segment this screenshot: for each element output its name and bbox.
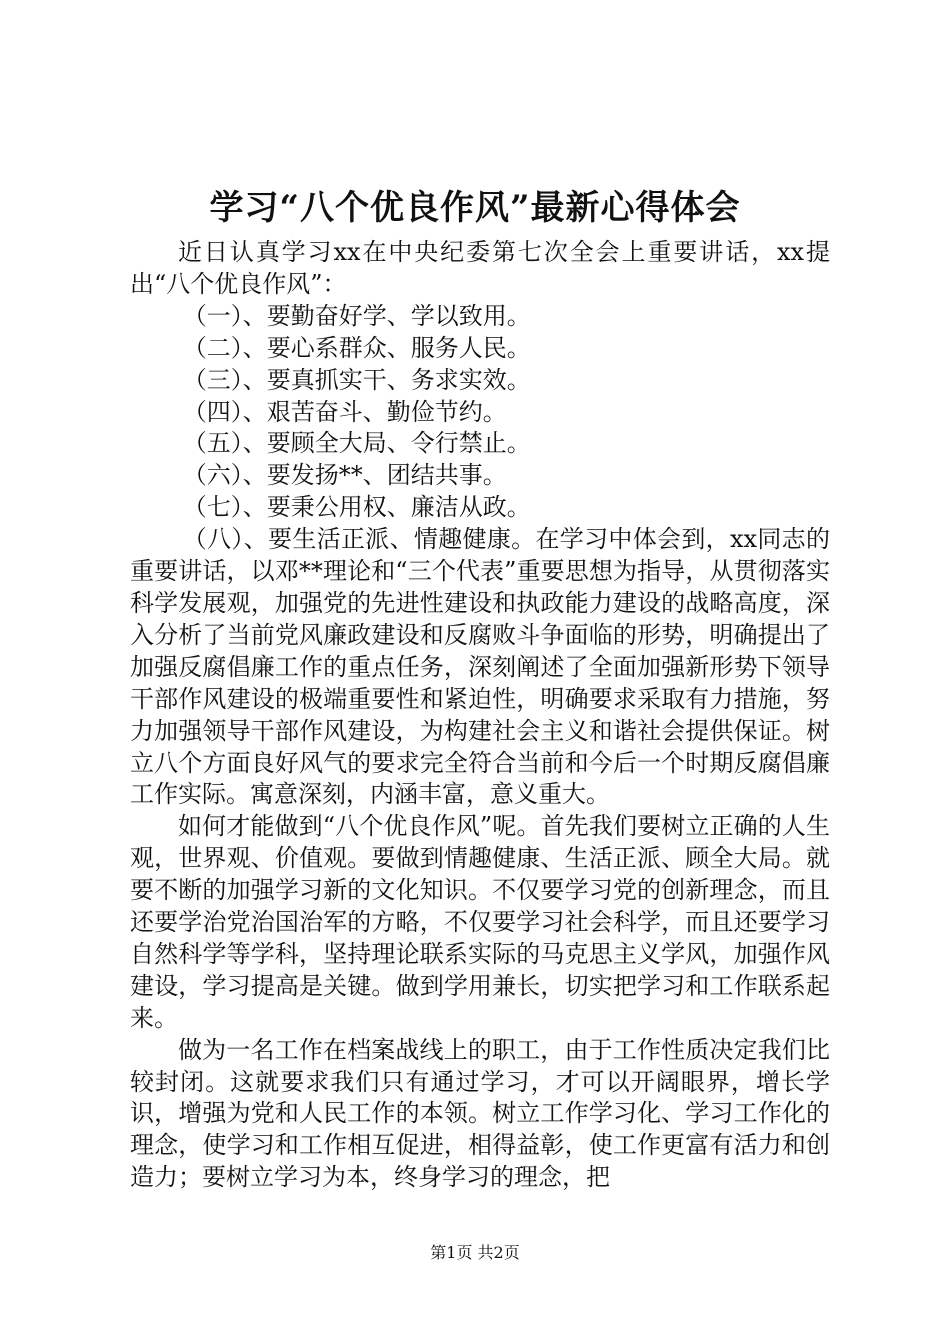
- paragraph-intro: 近日认真学习xx在中央纪委第七次全会上重要讲话，xx提出“八个优良作风”：: [130, 238, 830, 298]
- page-number-footer: 第1页 共2页: [430, 1243, 520, 1262]
- document-body: [130, 237, 830, 1194]
- document-title: 学习“八个优良作风”最新心得体会: [209, 188, 741, 228]
- list-item-6: （六）、要发扬**、团结共事。: [182, 461, 507, 490]
- paragraph-how: 如何才能做到“八个优良作风”呢。首先我们要树立正确的人生观，世界观、价值观。要做到情趣健康、生活正派、顾全大局。就要不断的加强学习新的文化知识。不仅要学习党的创新理念，而且还要学治党治国治军的方略，不仅要学习社会科学，而且还要学习自然科学等学科，坚持理论联系实际的马克思主义学风，加强作风建设，学习提高是关键。做到学用兼长，切实把学习和工作联系起来。: [130, 812, 830, 1032]
- list-item-3: （三）、要真抓实干、务求实效。: [182, 365, 531, 394]
- list-item-7: （七）、要秉公用权、廉洁从政。: [182, 493, 531, 522]
- list-item-5: （五）、要顾全大局、令行禁止。: [182, 429, 531, 458]
- paragraph-archive: 做为一名工作在档案战线上的职工，由于工作性质决定我们比较封闭。这就要求我们只有通过学习，才可以开阔眼界，增长学识，增强为党和人民工作的本领。树立工作学习化、学习工作化的理念，使学习和工作相互促进，相得益彰，使工作更富有活力和创造力；要树立学习为本，终身学习的理念，把: [130, 1035, 830, 1192]
- list-item-8: （八）、要生活正派、情趣健康。在学习中体会到，xx同志的重要讲话，以邓**理论和“三个代表”重要思想为指导，从贯彻落实科学发展观，加强党的先进性建设和执政能力建设的战略高度，深入分析了当前党风廉政建设和反腐败斗争面临的形势，明确提出了加强反腐倡廉工作的重点任务，深刻阐述了全面加强新形势下领导干部作风建设的极端重要性和紧迫性，明确要求采取有力措施，努力加强领导干部作风建设，为构建社会主义和谐社会提供保证。树立八个方面良好风气的要求完全符合当前和今后一个时期反腐倡廉工作实际。寓意深刻，内涵丰富，意义重大。: [130, 525, 830, 809]
- list-item-4: （四）、艰苦奋斗、勤俭节约。: [182, 397, 507, 426]
- list-item-1: （一）、要勤奋好学、学以致用。: [182, 301, 531, 330]
- list-item-2: （二）、要心系群众、服务人民。: [182, 333, 531, 362]
